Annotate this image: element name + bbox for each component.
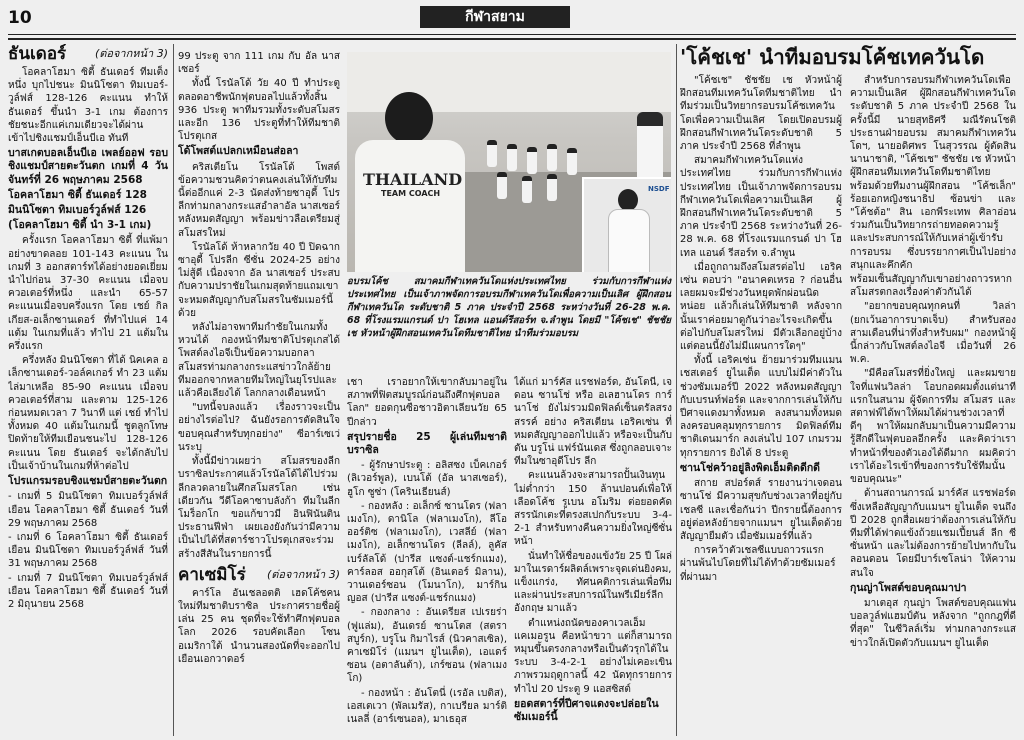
schedule-item: - เกมที่ 5 มินนิโซตา ทิมเบอร์วูล์ฟส์ เยือน โอคลาโฮมา ซิตี้ ธันเดอร์ วันที่ 29 พฤษภาคม 2568 [8, 491, 168, 529]
subheading: บาสเกตบอลเอ็นบีเอ เพลย์ออฟ รอบชิงแชมป์สายตะวันตก เกมที่ 4 วันจันทร์ที่ 26 พฤษภาคม 2568 [8, 147, 168, 186]
jacket-text: THAILAND [363, 170, 463, 189]
photo-student [567, 148, 577, 175]
coach-head [385, 92, 433, 144]
paragraph: นั่นทำให้ชื่อของแข้งวัย 25 ปี โผล่มาในเรดาร์ผลิตล์เพราะจุดเด่นยิงคม, แข็งแกร่ง, ทัศนคติการเล่นเพื่อทีม และผ่านประสบการณ์ในพรีเมียร์ลีก อังกฤษ มาแล้ว [514, 550, 672, 615]
roster-item: - กองหลัง : อเล็กซ์ ซานโดร (ฟลาเมงโก), ดานิโล (ฟลาเมงโก), ลีโอ ออร์ติซ (ฟลาเมงโก), เวสลีย์ (ฟลาเมงโก), อเล็กซานโดร (ลีลล์), ลูคัส เบร์ลัลโด้ (ปารีส แซงต์-แชร์กแมง), คาร์ลอส ออกุสโต้ (อินเตอร์ มิลาน), วานเดอร์ซอน (โมนาโก), มาร์กินญอส (ปารีส แซงต์-แชร์กแมง) [347, 500, 507, 605]
page-number: 10 [8, 8, 32, 28]
paragraph: สมาคมกีฬาเทควันโดแห่งประเทศไทย ร่วมกับการกีฬาแห่งประเทศไทย เป็นเจ้าภาพจัดการอบรมกีฬาเทควันโดเพื่อความเป็นเลิศ ผู้ฝึกสอนกีฬาเทควันโดระดับชาติ 5 ภาค ประจำปี 2568 ระหว่างวันที่ 26-28 พ.ค. 68 ที่โรงแรมแกรนด์ ปา โฮเทล แอนด์ รีสอร์ท จ.ลำพูน [680, 155, 842, 259]
continued-label: (ต่อจากหน้า 3) [94, 47, 168, 60]
paragraph: คริสเตียโน โรนัลโด้ โพสต์ข้อความชวนคิดว่าตนคงเล่นให้กับทีมนี้ต่ออีกแค่ 2-3 นัดส่งท้ายซาอุดี้ โปรลีกท่ามกลางกระแสอำลาอัล นาสเซอร์ หลังหมดสัญญา พร้อมข่าวลือเตรียมสู่สโมสรใหม่ [178, 161, 340, 239]
paragraph: สำหรับการอบรมกีฬาเทควันโดเพื่อความเป็นเลิศ ผู้ฝึกสอนกีฬาเทควันโดระดับชาติ 5 ภาค ประจำปี 2568 ในครั้งนี้มี นายสุทธิศรี มณีรัตนโชติ ประธานฝ่ายอบรม สมาคมกีฬาเทควันโดฯ, นายอดิศพร โนสุวรรณ ผู้ตัดสินนานาชาติ, "โค้ชเช" ชัชชัย เช หัวหน้าผู้ฝึกสอนทีมเทควันโดทีมชาติไทย พร้อมด้วยทีมงานผู้ฝึกสอน "โค้ชเล็ก" ร้อยเอกหญิงชนาธิป ซ้อนข่า และ "โค้ชต้อ" สิน เอกพีระเทพ ศิลาอ่อน ร่วมกันเป็นวิทยากรถ่ายทอดความรู้และประสบการณ์ให้กับเหล่าผู้เข้ารับการอบรม ซึ่งบรรยากาศเป็นไปอย่างสนุกและคึกคัก [850, 75, 1016, 271]
subheading: โปรแกรมรอบชิงแชมป์สายตะวันตก [8, 475, 168, 488]
article-title [178, 565, 340, 585]
title-text: คาเซมิโร่ [178, 564, 246, 585]
main-headline: 'โค้ชเช' นำทีมอบรมโค้ชเทควันโด [680, 45, 985, 69]
continued-label: (ต่อจากหน้า 3) [266, 567, 340, 581]
subheading: กุนญ่าโพสต์ขอบคุณมาปา [850, 581, 967, 594]
photo-coach [355, 92, 465, 272]
header-rule [8, 34, 1016, 40]
paragraph: เมื่อถูกถามถึงสโมสรต่อไป เอริคเซ่น ตอบว่า "อนาคตเหรอ ? ก่อนอื่นเลยผมจะมีช่วงวันหยุดพักผ่อนนิดหน่อย แล้วก็เล่นให้ทีมชาติ หลังจากนั้นเราค่อยมาดูกันว่าอะไรจะเกิดขึ้นต่อไปกับสโมสรใหม่ มีตัวเลือกอยู่บ้าง แต่ตอนนี้ยังไม่มีแผนการใดๆ" [680, 261, 842, 353]
paragraph: 99 ประตู จาก 111 เกม กับ อัล นาสเซอร์ [178, 51, 340, 76]
subheading: สรุปรายชื่อ 25 ผู้เล่นทีมชาติบราซิล [347, 430, 507, 457]
title-text: ธันเดอร์ [8, 44, 67, 64]
paragraph: โอคลาโฮมา ซิตี้ ธันเดอร์ ทีมเต็งหนึ่ง บุกไปชนะ มินนิโซตา ทิมเบอร์-วูล์ฟส์ 128-126 คะแนน ทำให้ ธันเดอร์ ขึ้นนำ 3-1 เกม ต้องการชัยชนะอีกแค่เกมเดียวจะได้ผ่านเข้าไปชิงแชมป์เอ็นบีเอ ทันที [8, 67, 168, 145]
column-brazil [347, 376, 507, 736]
series-status: (โอคลาโฮมา ซิตี้ นำ 3-1 เกม) [8, 219, 152, 232]
inset-speaker [608, 189, 648, 272]
coach-jacket [355, 140, 465, 272]
paragraph: พร้อมเซ็นสัญญากับเขาอย่างถาวรหากสโมสรตกลงเรื่องค่าตัวกันได้ [850, 274, 1012, 299]
paragraph: ตำแหน่งถนัดของคาเวลเอ็ม แคเมอรูน คือหน้าขวา แต่ก็สามารถหมุนขึ้นตรงกลางหรือเป็นตัวรุกได้ในระบบ 3-4-2-1 อย่างไม่เคอะเขิน ภาพรวมฤดูกาลนี้ 42 นัดทุกรายการทำไป 20 ประตู 9 แอสซิสต์ [514, 617, 672, 695]
paragraph: เชา เราอยากให้เขากลับมาอยู่ในสภาพที่ฟิตสมบูรณ์ก่อนถึงศึกฟุตบอลโลก" ยอดกุนซือชาวอิตาเลียนวัย 65 ปีกล่าว [347, 377, 507, 428]
column-ronaldo [178, 50, 340, 736]
taekwondo-photo [347, 52, 671, 272]
masthead: กีฬาสยาม [420, 6, 570, 28]
paragraph: ด้านสถานการณ์ มาร์คัส แรชฟอร์ด ซึ่งเหลือสัญญากับแมนฯ ยูไนเต็ด จนถึงปี 2028 ถูกสื่อเผยว่าต้องการเล่นให้กับทีมที่ได้ฟาดแข้งถ้วยแชมเปี้ยนส์ ลีก ซีซั่นหน้า และไม่ต้องการย้ายไปหากับในลอนดอน โดยมีบาร์เซโลน่า ให้ความสนใจ [850, 488, 1016, 579]
column-taekwondo-right [850, 74, 1016, 736]
page-header [0, 0, 1024, 40]
article-title [8, 44, 168, 64]
paragraph: หลังไม่อาจพาทีมกำชัยในเกมทั้งหวนได้ กองหน้าทีมชาติโปรตุเกสได้โพสต์ลงไอจีเป็นข้อความบอกลาสโมสรท่ามกลางกระแสข่าวใกล้ย้ายทีมออกจากหลายทีมใหญ่ในยุโรปและแล้วคือเลียงได้ โลกกลางเดือนหน้า [178, 322, 340, 400]
paragraph: ครั้งแรก โอคลาโฮมา ซิตี้ ที่แพ้มาอย่างขาดลอย 101-143 คะแนน ในเกมที่ 3 ออกสตาร์ทได้อย่างยอดเยี่ยม นำไปก่อน 37-30 คะแนน เมื่อจบควอเตอร์ที่หนึ่ง และนำ 65-57 คะแนนเมื่อจบครึ่งแรก โดย เชย์ กิลเกียส-อเล็กซานเดอร์ ที่ทำไปแค่ 14 แต้ม ในเกมที่แล้ว ทำไป 21 แต้มในครึ่งแรก [8, 235, 168, 353]
inset-logo: NSDF [648, 185, 670, 193]
photo-student [547, 174, 557, 201]
schedule-item: - เกมที่ 7 มินนิโซตา ทิมเบอร์วูล์ฟส์ เยือน โอคลาโฮมา ซิตี้ ธันเดอร์ วันที่ 2 มิถุนายน 2568 [8, 572, 168, 610]
photo-student [527, 147, 537, 174]
column-manutd [514, 376, 672, 736]
column-divider [173, 44, 174, 736]
quote: "อยากขอบคุณทุกคนที่ วิลล่า (ยกเว้นอาการบาดเจ็บ) สำหรับสองสามเดือนที่น่าทึ่งสำหรับผม" กองหน้าผู้นี้กล่าวกับโพสต์ลงไอจี เมื่อวันที่ 26 พ.ค. [850, 301, 1016, 366]
photo-student [522, 176, 532, 203]
paragraph: ทั้งนี้ เอริคเซ่น ย้ายมาร่วมทีมแมนเชสเตอร์ ยูไนเต็ด แบบไม่มีค่าตัวในช่วงซัมเมอร์ปี 2022 หลังหมดสัญญากับเบรนท์ฟอร์ด และจากการเล่นให้กับปีศาจแดงมาทั้งหมด ลงสนามทั้งหมด ลงครอบคลุมทุกรายการ มิดฟิลด์ทีมชาติเดนมาร์ก ลงเล่นไป 107 เกมรวมทุกรายการ ยิงได้ 8 ประตู [680, 355, 842, 459]
photo-student [497, 172, 507, 199]
roster-item: - ผู้รักษาประตู : อลิสซง เบ็คเกอร์ (ลิเวอร์พูล), เบนโต้ (อัล นาสเซอร์), ฮูโก ซูซ่า (โครินเธียนส์) [347, 460, 507, 498]
subheading: ซานโช่คว้าอยู่ลิงพิดเอ็มติดดีกดี [680, 461, 820, 474]
column-divider [676, 44, 677, 736]
column-thunder [8, 44, 168, 736]
score-line: มินนิโซตา ทิมเบอร์วูล์ฟส์ 126 [8, 204, 147, 217]
subheading: โด้โพสต์แปลกเหมือนส่อลา [178, 145, 299, 158]
photo-student [507, 144, 517, 171]
paragraph: ได้แก่ มาร์คัส แรชฟอร์ด, อันโตนี่, เจดอน ซานโช่ หรือ อเลฮานโดร การ์นาโช่ ยังไม่รวมมิดฟิลด์เซ็นตรัลสรงสรรค์ อย่าง คริสเตียน เอริคเซ่น ที่หมดสัญญาออกไปแล้ว หรือจะเป็นกับตัน บรูโน่ แฟร์นันเดส ซึ่งถูกลอบเจาะทีมในซาอุดีโปร ลีก [514, 377, 672, 468]
quote: "บทนี้จบลงแล้ว เรื่องราวจะเป็นอย่างไรต่อไป? ฉันยังรอการตัดสินใจ ขอบคุณสำหรับทุกอย่าง" ซีอาร์เซเว่นระบุ [178, 402, 340, 453]
paragraph: สกาย สปอร์ตส์ รายงานว่าเจดอน ซานโช่ มีความสุขกับช่วงเวลาที่อยู่กับเชลซี และเชื่อกันว่า ปีกรายนี้ต้องการอยู่ต่อหลังย้ายจากแมนฯ ยูไนเต็ดด้วยสัญญายืมตัว เมื่อซัมเมอร์ที่แล้ว [680, 478, 842, 542]
quote: "มีคือสโมสรที่ยิ่งใหญ่ และผมขายใจที่แฟนวิลล่า โอบกอดผมตั้งแต่นาทีแรกในสนาม ผู้จัดการทีม สโมสร และสตาฟฟ์ได้พาให้ผมได้ผ่านช่วงเวลาที่ดีๆ พาให้ผมกลับมาเป็นความมีความรู้สึกดีในฟุตบอลอีกครั้ง และคิดว่าเราทำหน้าที่ของตัวเองได้ดีมาก ผมคิดว่าเราได้อะไรเข้าที่ของการรับใช้ทีมนั้น ขอบคุณนะ" [850, 368, 1016, 486]
paragraph: ครึ่งหลัง มินนิโซตา ที่ได้ นิคเคล อเล็กซานเดอร์-วอล์คเกอร์ ทำ 23 แต้ม ไล่มาเหลือ 85-90 คะแนน เมื่อจบควอเตอร์ที่สาม และตาม 125-126 ก่อนหมดเวลา 7 วินาที แต่ เชย์ ทำไป ทั้งหมด 40 แต้มในเกมนี้ ชูตลูกโทษปิดท้ายให้ทีมเยือนชนะไป 128-126 คะแนน โดย ธันเดอร์ จะได้กลับไปเป็นเจ้าบ้านในเกมที่ห้าต่อไป [8, 355, 168, 472]
paragraph: คะแนนล้วงจะสามารถปั้นเงินทุนไม่ต่ำกว่า 150 ล้านปอนด์เพื่อให้เลือดโค้ช รูเบน อโมริม ต่อยอดคัดสรรนักเตะที่ตรงสเปกกับระบบ 3-4-2-1 สำหรับทางคืนความยิ่งใหญ่ซีซั่นหน้า [514, 470, 672, 548]
jacket-subtext: TEAM COACH [381, 189, 441, 198]
photo-student [547, 144, 557, 171]
paragraph: "โค้ชเช" ชัชชัย เช หัวหน้าผู้ฝึกสอนทีมเทควันโดทีมชาติไทย นำทีมร่วมเป็นวิทยากรอบรมโค้ชเทควันโดเพื่อความเป็นเลิศ โดยเปิดอบรมผู้ฝึกสอนกีฬาเทควันโดระดับชาติ 5 ภาค ประจำปี 2568 ที่ลำพูน [680, 75, 842, 153]
inset-photo [582, 177, 671, 272]
paragraph: มาเตอุส กุนญ่า โพสต์ขอบคุณแฟนบอลวูล์ฟแฮมป์ตัน หลังจาก "ถูกกฎที่ดีที่สุด" ในซีวิลล์เริ่ม ท่ามกลางกระแสข่าวใกล้เปิดตัวกับแมนฯ ยูไนเต็ด [850, 597, 1016, 649]
paragraph: ทั้งนี้มีข่าวเผยว่า สโมสรของลีกบราซิลประกาศแล้วโรนัลโด้ได้ไปร่วมลีกลวดลายในศึกสโมสรโลก เช่นเดียวกัน วีดีโอคาซาบลังก้า ทีมในลีกโมร็อกโก ขอแก้ขาวมี อินฟินันติน ประธานฟีฟ่า เผยเองยังกันว่ามีความเป็นไปได้ที่สตาร์ชาวโปรตุเกสจะร่วมสร้างสีสันในรายการนี้ [178, 456, 340, 560]
speaker-head [618, 189, 638, 211]
roster-item: - กองกลาง : อันเดรียส เปเรยร่า (ฟูแล่ม), อันเดรย์ ซานโตส (สตราสบูร์ก), บรูโน กิมาไรส์ (นิวคาสเซิล), คาเซมิโร่ (แมนฯ ยูไนเต็ด), เอแดร์ซอน (อตาลันต้า), เกร์ซอน (ฟลาเมงโก) [347, 607, 507, 685]
score-line: โอคลาโฮมา ซิตี้ ธันเดอร์ 128 [8, 188, 147, 201]
column-taekwondo-left [680, 74, 842, 736]
photo-student [487, 140, 497, 167]
paragraph: ทั้งนี้ โรนัลโด้ วัย 40 ปี ทำประตูตลอดอาชีพนักฟุตบอลไปแล้วทั้งสิ้น 936 ประตู พาทีมรวมทั้งระดับสโมสร และอีก 136 ประตูที่ทำให้ทีมชาติโปรตุเกส [178, 78, 340, 143]
speaker-body [608, 209, 650, 272]
paragraph: การคว้าตัวเชลซีแบบถาวรแรกผ่านพ้นไปโดยที่ไม่ได้ทำด้วยซัมเมอร์ที่ผ่านมา [680, 545, 836, 583]
paragraph: โรนัลโด้ ห้าหลากวัย 40 ปี ปิดฉากซาอุดี้ โปรลีก ซีซั่น 2024-25 อย่างไม่สู้ดี เนื่องจาก อัล นาสเซอร์ ประสบกับความปราชัยในเกมสุดท้ายแถมเขาจะหมดสัญญากับสโมสรในซัมเมอร์นี้ด้วย [178, 241, 340, 319]
schedule-item: - เกมที่ 6 โอคลาโฮมา ซิตี้ ธันเดอร์ เยือน มินนิโซตา ทิมเบอร์วูล์ฟส์ วันที่ 31 พฤษภาคม 2568 [8, 531, 168, 570]
paragraph: คาร์โล อันเชลอตติ เฮดโค้ชคนใหม่ทีมชาติบราซิล ประกาศรายชื่อผู้เล่น 25 คน ชุดที่จะใช้ทำศึกฟุตบอลโลก 2026 รอบคัดเลือก โซนอเมริกาใต้ นำนวนสองนัดที่จะออกไปเยือนเอกวาดอร์ [178, 587, 340, 665]
subheading: ยอดสตาร์ที่ปีศาจแดงจะปล่อยในซัมเมอร์นี้ [514, 697, 659, 724]
roster-item: - กองหน้า : อันโตนี่ (เรอัล เบติส), เอสเตเวา (พัลเมรัส), กาเบรียล มาร์ติเนลลี่ (อาร์เซนอล), มาเธอุส [347, 687, 507, 726]
photo-caption: อบรมโค้ช สมาคมกีฬาเทควันโดแห่งประเทศไทย ร่วมกับการกีฬาแห่งประเทศไทย เป็นเจ้าภาพจัดการอบรมกีฬาเทควันโดเพื่อความเป็นเลิศ ผู้ฝึกสอนกีฬาเทควันโด ระดับชาติ 5 ภาค ประจำปี 2568 ระหว่างวันที่ 26-28 พ.ค. 68 ที่โรงแรมแกรนด์ ปา โฮเทล แอนด์รีสอร์ท จ.ลำพูน โดยมี "โค้ชเช" ชัชชัย เช หัวหน้าผู้ฝึกสอนเทควันโดทีมชาติไทย นำทีมร่วมอบรม [347, 276, 671, 339]
